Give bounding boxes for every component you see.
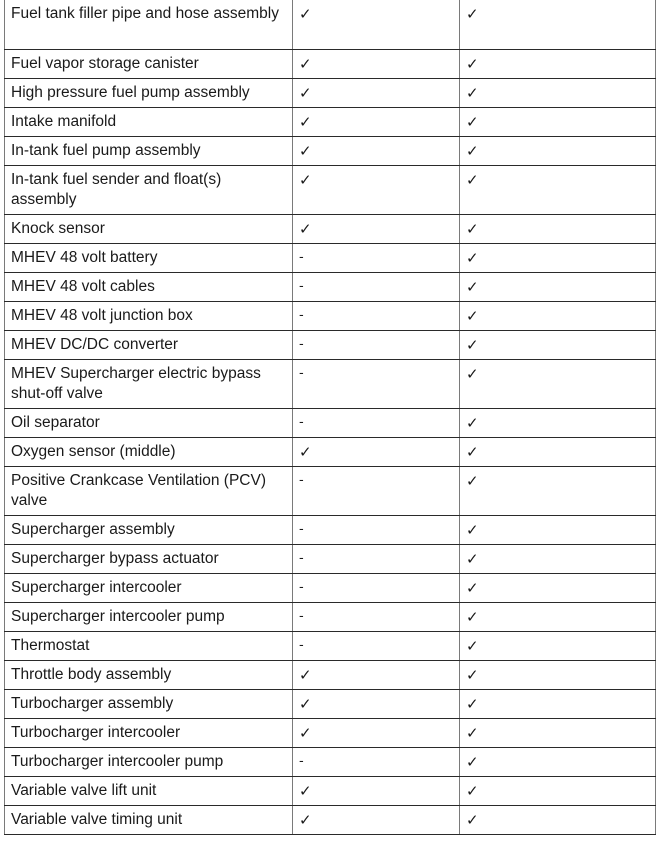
- check-icon: ✓: [460, 49, 656, 78]
- check-icon: ✓: [293, 0, 460, 49]
- table-row: [5, 136, 656, 165]
- check-icon: ✓: [460, 408, 656, 437]
- check-icon: ✓: [460, 466, 656, 515]
- component-name: MHEV 48 volt cables: [5, 272, 293, 301]
- dash-mark: -: [293, 544, 460, 573]
- table-row: [5, 689, 656, 718]
- component-name: MHEV 48 volt battery: [5, 243, 293, 272]
- check-icon: ✓: [460, 272, 656, 301]
- check-icon: ✓: [460, 631, 656, 660]
- table-row: [5, 408, 656, 437]
- component-name: Turbocharger intercooler: [5, 718, 293, 747]
- component-name: Supercharger intercooler pump: [5, 602, 293, 631]
- check-icon: ✓: [293, 689, 460, 718]
- check-icon: ✓: [460, 544, 656, 573]
- dash-mark: -: [293, 408, 460, 437]
- table-row: [5, 78, 656, 107]
- table-row: [5, 272, 656, 301]
- check-icon: ✓: [293, 805, 460, 834]
- check-icon: ✓: [460, 437, 656, 466]
- component-name: Turbocharger assembly: [5, 689, 293, 718]
- check-icon: ✓: [293, 78, 460, 107]
- dash-mark: -: [293, 602, 460, 631]
- component-name: Supercharger assembly: [5, 515, 293, 544]
- component-name: MHEV 48 volt junction box: [5, 301, 293, 330]
- component-name: Thermostat: [5, 631, 293, 660]
- dash-mark: -: [293, 515, 460, 544]
- component-name: Supercharger intercooler: [5, 573, 293, 602]
- table-row: [5, 776, 656, 805]
- coverage-table: [4, 0, 656, 835]
- check-icon: ✓: [460, 515, 656, 544]
- check-icon: ✓: [460, 689, 656, 718]
- table-row: [5, 165, 656, 214]
- dash-mark: -: [293, 573, 460, 602]
- table-row: [5, 718, 656, 747]
- check-icon: ✓: [460, 602, 656, 631]
- table-row: [5, 573, 656, 602]
- check-icon: ✓: [293, 107, 460, 136]
- component-name: Positive Crankcase Ventilation (PCV) valve: [5, 466, 293, 515]
- dash-mark: -: [293, 330, 460, 359]
- check-icon: ✓: [293, 214, 460, 243]
- component-name: In-tank fuel pump assembly: [5, 136, 293, 165]
- check-icon: ✓: [293, 776, 460, 805]
- component-name: Intake manifold: [5, 107, 293, 136]
- component-name: High pressure fuel pump assembly: [5, 78, 293, 107]
- check-icon: ✓: [293, 437, 460, 466]
- component-name: Turbocharger intercooler pump: [5, 747, 293, 776]
- table-row: [5, 0, 656, 49]
- component-name: Fuel vapor storage canister: [5, 49, 293, 78]
- table-row: [5, 747, 656, 776]
- dash-mark: -: [293, 359, 460, 408]
- check-icon: ✓: [460, 78, 656, 107]
- table-row: [5, 359, 656, 408]
- component-name: Oil separator: [5, 408, 293, 437]
- table-row: [5, 107, 656, 136]
- component-name: Knock sensor: [5, 214, 293, 243]
- check-icon: ✓: [460, 359, 656, 408]
- table-row: [5, 515, 656, 544]
- dash-mark: -: [293, 301, 460, 330]
- table-row: [5, 660, 656, 689]
- check-icon: ✓: [460, 718, 656, 747]
- component-name: Fuel tank filler pipe and hose assembly: [5, 0, 293, 49]
- check-icon: ✓: [293, 718, 460, 747]
- check-icon: ✓: [460, 747, 656, 776]
- dash-mark: -: [293, 631, 460, 660]
- component-name: MHEV Supercharger electric bypass shut-off valve: [5, 359, 293, 408]
- table-row: [5, 631, 656, 660]
- table-row: [5, 330, 656, 359]
- check-icon: ✓: [460, 136, 656, 165]
- check-icon: ✓: [293, 136, 460, 165]
- component-name: Oxygen sensor (middle): [5, 437, 293, 466]
- check-icon: ✓: [460, 243, 656, 272]
- table-row: [5, 437, 656, 466]
- dash-mark: -: [293, 272, 460, 301]
- dash-mark: -: [293, 243, 460, 272]
- check-icon: ✓: [293, 49, 460, 78]
- table-row: [5, 214, 656, 243]
- check-icon: ✓: [460, 214, 656, 243]
- component-name: In-tank fuel sender and float(s) assembly: [5, 165, 293, 214]
- check-icon: ✓: [460, 165, 656, 214]
- component-name: Variable valve timing unit: [5, 805, 293, 834]
- check-icon: ✓: [460, 107, 656, 136]
- component-name: Throttle body assembly: [5, 660, 293, 689]
- check-icon: ✓: [460, 301, 656, 330]
- check-icon: ✓: [293, 165, 460, 214]
- table-row: [5, 602, 656, 631]
- check-icon: ✓: [460, 660, 656, 689]
- check-icon: ✓: [460, 330, 656, 359]
- table-row: [5, 544, 656, 573]
- dash-mark: -: [293, 747, 460, 776]
- table-body: [5, 0, 656, 834]
- table-row: [5, 243, 656, 272]
- table-row: [5, 805, 656, 834]
- table-row: [5, 49, 656, 78]
- table-row: [5, 466, 656, 515]
- check-icon: ✓: [460, 0, 656, 49]
- table-row: [5, 301, 656, 330]
- dash-mark: -: [293, 466, 460, 515]
- component-name: Variable valve lift unit: [5, 776, 293, 805]
- check-icon: ✓: [293, 660, 460, 689]
- check-icon: ✓: [460, 805, 656, 834]
- check-icon: ✓: [460, 573, 656, 602]
- component-name: MHEV DC/DC converter: [5, 330, 293, 359]
- check-icon: ✓: [460, 776, 656, 805]
- component-name: Supercharger bypass actuator: [5, 544, 293, 573]
